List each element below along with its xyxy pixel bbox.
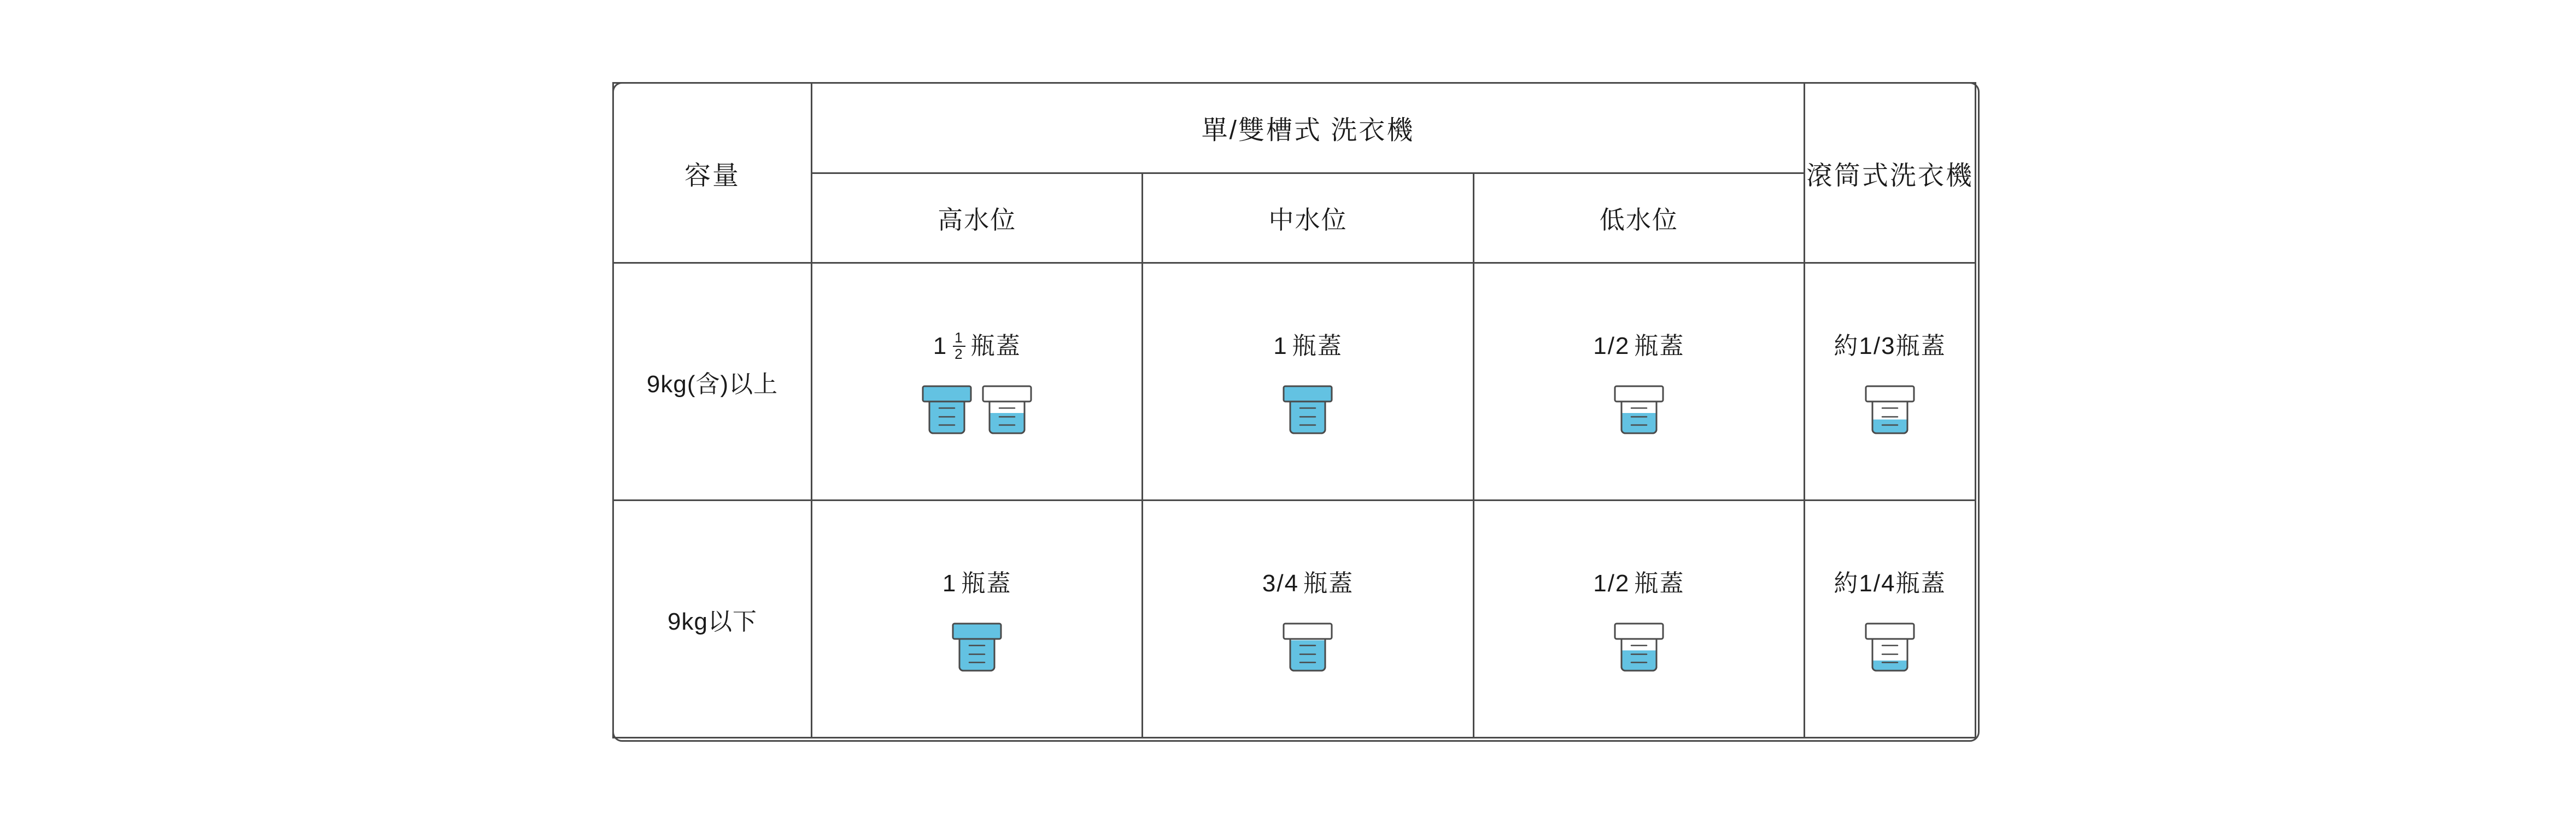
row-label-9kg-above: 9kg(含)以上 xyxy=(613,263,812,501)
header-water-level-high: 高水位 xyxy=(812,173,1143,263)
bottle-cap-icons xyxy=(1281,609,1334,675)
amount-label: 3/4 瓶蓋 xyxy=(1262,569,1354,597)
table-row xyxy=(613,501,1976,738)
dosage-table xyxy=(612,82,1976,738)
header-water-level-mid: 中水位 xyxy=(1143,173,1473,263)
dosage-table-container xyxy=(612,82,1976,738)
cell-9kg-below-low xyxy=(1473,501,1804,738)
bottle-cap-icons xyxy=(1281,372,1334,438)
cell-9kg-above-drum xyxy=(1805,263,1976,501)
cell-9kg-above-high xyxy=(812,263,1143,501)
bottle-cap-icons xyxy=(1613,609,1665,675)
cell-9kg-below-drum xyxy=(1805,501,1976,738)
header-water-level-low: 低水位 xyxy=(1473,173,1804,263)
amount-label: 1/2 瓶蓋 xyxy=(1593,332,1685,359)
cell-9kg-below-mid xyxy=(1143,501,1473,738)
amount-label: 約1/4瓶蓋 xyxy=(1834,569,1946,597)
table-header-row-sub xyxy=(613,173,1976,263)
bottle-cap-icons xyxy=(921,372,1033,438)
amount-label: 1 $\frac{1}{2}$ 瓶蓋 xyxy=(933,329,1021,362)
bottle-cap-icons xyxy=(1864,372,1916,438)
fraction-half: $\frac{1}{2}$ xyxy=(953,330,965,362)
cell-9kg-below-high xyxy=(812,501,1143,738)
amount-label: 1 瓶蓋 xyxy=(942,569,1012,597)
header-drum-washer: 滾筒式洗衣機 xyxy=(1805,83,1976,263)
bottle-cap-icons xyxy=(1864,609,1916,675)
row-label-9kg-below: 9kg以下 xyxy=(613,501,812,738)
amount-label: 1 瓶蓋 xyxy=(1273,332,1343,359)
cell-9kg-above-low xyxy=(1473,263,1804,501)
header-group-washer: 單/雙槽式 洗衣機 xyxy=(812,83,1805,173)
bottle-cap-icons xyxy=(1613,372,1665,438)
bottle-cap-icons xyxy=(951,609,1003,675)
table-row xyxy=(613,263,1976,501)
amount-label: 1/2 瓶蓋 xyxy=(1593,569,1685,597)
amount-label: 約1/3瓶蓋 xyxy=(1834,332,1946,359)
cell-9kg-above-mid xyxy=(1143,263,1473,501)
table-header-row-main xyxy=(613,83,1976,173)
header-capacity: 容量 xyxy=(613,83,812,263)
